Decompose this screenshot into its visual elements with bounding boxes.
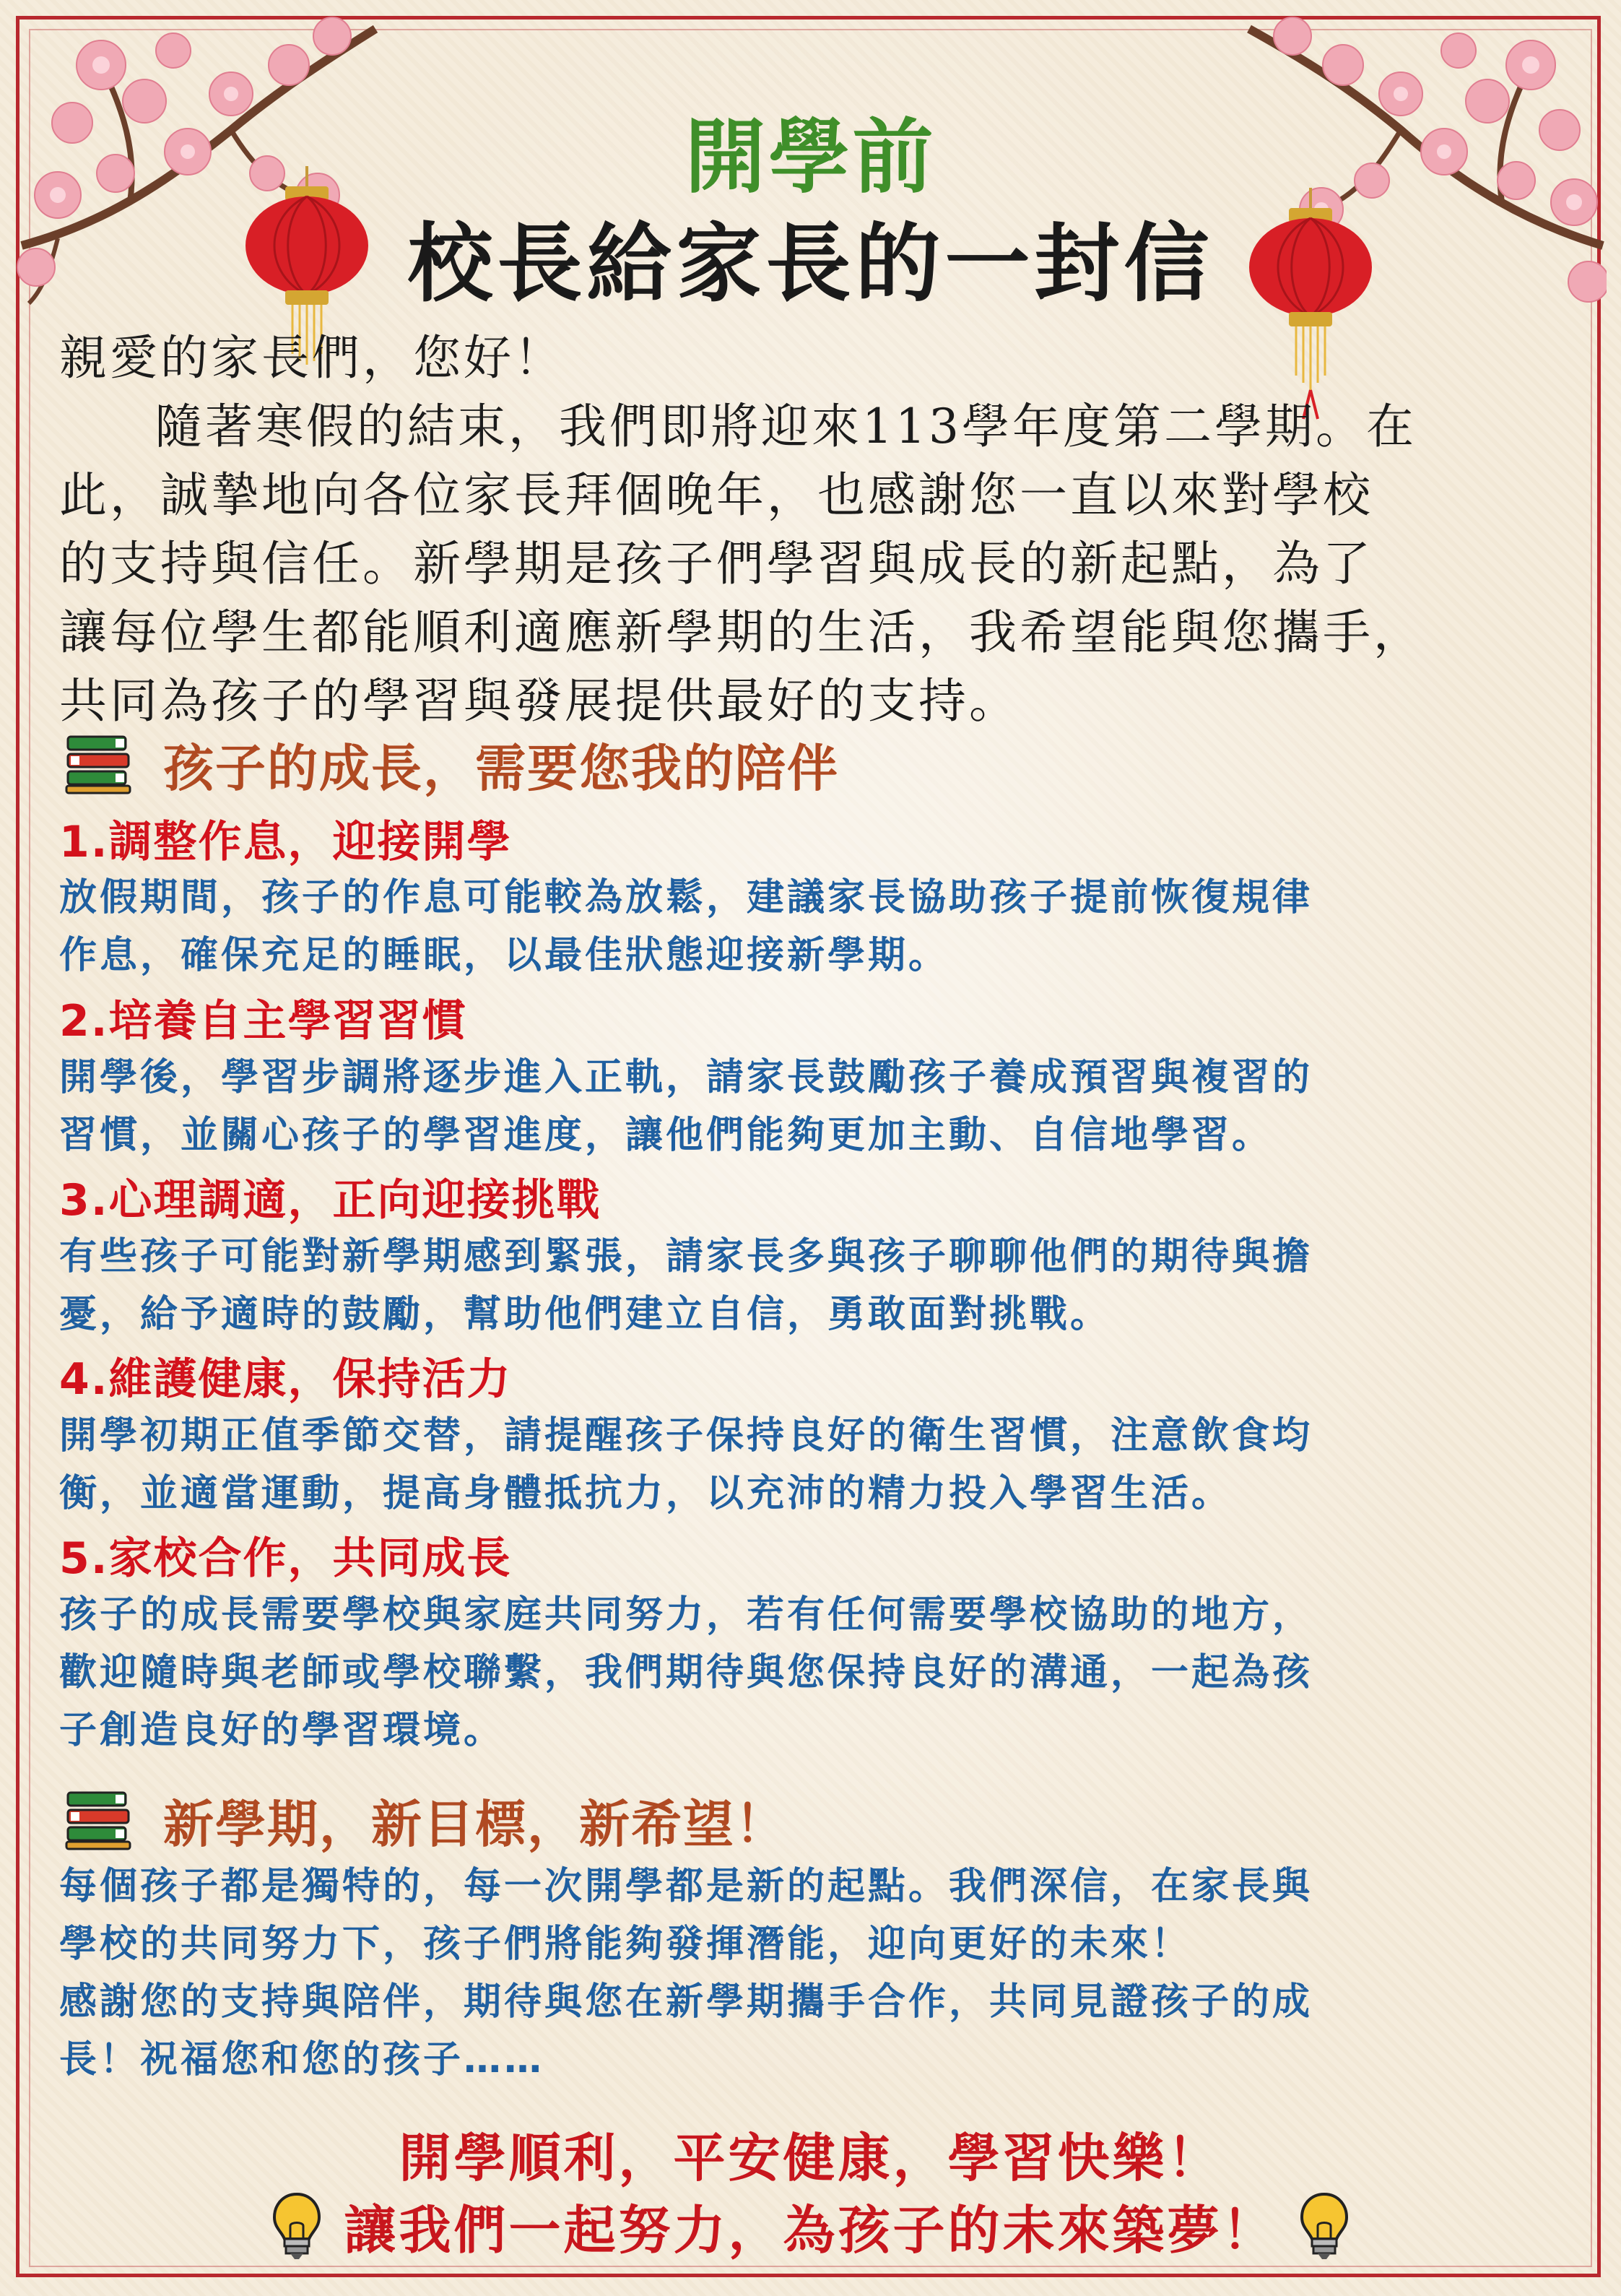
item-line: 作息，確保充足的睡眠，以最佳狀態迎接新學期。	[59, 934, 949, 977]
item-line: 開學後，學習步調將逐步進入正軌，請家長鼓勵孩子養成預習與複習的	[59, 1056, 1313, 1099]
item-body-2	[59, 1049, 1583, 1164]
section-heading-text: 新學期，新目標，新希望！	[163, 1794, 787, 1854]
item-title-3: 3.心理調適，正向迎接挑戰	[59, 1175, 601, 1226]
closing-line-2: 讓我們一起努力，為孩子的未來築夢！	[344, 2200, 1277, 2261]
lightbulb-icon	[1299, 2191, 1350, 2261]
item-title-2: 2.培養自主學習習慣	[59, 996, 467, 1047]
closing-line-1: 開學順利，平安健康，學習快樂！	[399, 2128, 1222, 2188]
item-line: 衡，並適當運動，提高身體抵抗力，以充沛的精力投入學習生活。	[59, 1472, 1233, 1515]
item-line: 歡迎隨時與老師或學校聯繫，我們期待與您保持良好的溝通，一起為孩	[59, 1651, 1313, 1694]
intro-line: 共同為孩子的學習與發展提供最好的支持。	[59, 673, 1020, 729]
item-body-4	[59, 1407, 1583, 1522]
item-line: 憂，給予適時的鼓勵，幫助他們建立自信，勇敢面對挑戰。	[59, 1293, 1111, 1336]
item-line: 子創造良好的學習環境。	[59, 1709, 505, 1752]
section2-body	[59, 1858, 1583, 2089]
item-line: 每個孩子都是獨特的，每一次開學都是新的起點。我們深信，在家長與	[59, 1865, 1313, 1908]
letter-intro	[59, 324, 1583, 735]
item-title-4: 4.維護健康，保持活力	[59, 1354, 512, 1405]
intro-line: 讓每位學生都能順利適應新學期的生活，我希望能與您攜手，	[59, 605, 1424, 660]
section-heading-1	[65, 729, 839, 799]
closing-line-2-row	[0, 2188, 1621, 2263]
title-line-2: 校長給家長的一封信	[407, 214, 1214, 313]
item-body-1	[59, 869, 1583, 984]
item-line: 有些孩子可能對新學期感到緊張，請家長多與孩子聊聊他們的期待與擔	[59, 1235, 1313, 1278]
item-body-3	[59, 1228, 1583, 1343]
item-line: 感謝您的支持與陪伴，期待與您在新學期攜手合作，共同見證孩子的成	[59, 1980, 1313, 2024]
books-icon	[65, 732, 131, 796]
item-line: 學校的共同努力下，孩子們將能夠發揮潛能，迎向更好的未來！	[59, 1923, 1192, 1966]
item-line: 孩子的成長需要學校與家庭共同努力，若有任何需要學校協助的地方，	[59, 1593, 1313, 1637]
intro-line: 此，誠摯地向各位家長拜個晚年，也感謝您一直以來對學校	[59, 467, 1373, 523]
title-line-1: 開學前	[685, 111, 936, 204]
section-heading-text: 孩子的成長，需要您我的陪伴	[163, 738, 839, 798]
books-icon	[65, 1788, 131, 1852]
lightbulb-icon	[271, 2191, 322, 2261]
item-line: 放假期間，孩子的作息可能較為放鬆，建議家長協助孩子提前恢復規律	[59, 876, 1313, 919]
item-title-1: 1.調整作息，迎接開學	[59, 817, 512, 867]
section-heading-2	[65, 1785, 787, 1855]
intro-line: 的支持與信任。新學期是孩子們學習與成長的新起點，為了	[59, 536, 1373, 592]
intro-line: 隨著寒假的結束，我們即將迎來113學年度第二學期。在	[155, 399, 1417, 454]
greeting: 親愛的家長們，您好！	[59, 330, 565, 386]
item-line: 開學初期正值季節交替，請提醒孩子保持良好的衛生習慣，注意飲食均	[59, 1414, 1313, 1457]
item-title-5: 5.家校合作，共同成長	[59, 1533, 512, 1584]
item-body-5	[59, 1586, 1583, 1759]
item-line: 長！祝福您和您的孩子……	[59, 2038, 545, 2081]
item-line: 習慣，並關心孩子的學習進度，讓他們能夠更加主動、自信地學習。	[59, 1114, 1273, 1157]
